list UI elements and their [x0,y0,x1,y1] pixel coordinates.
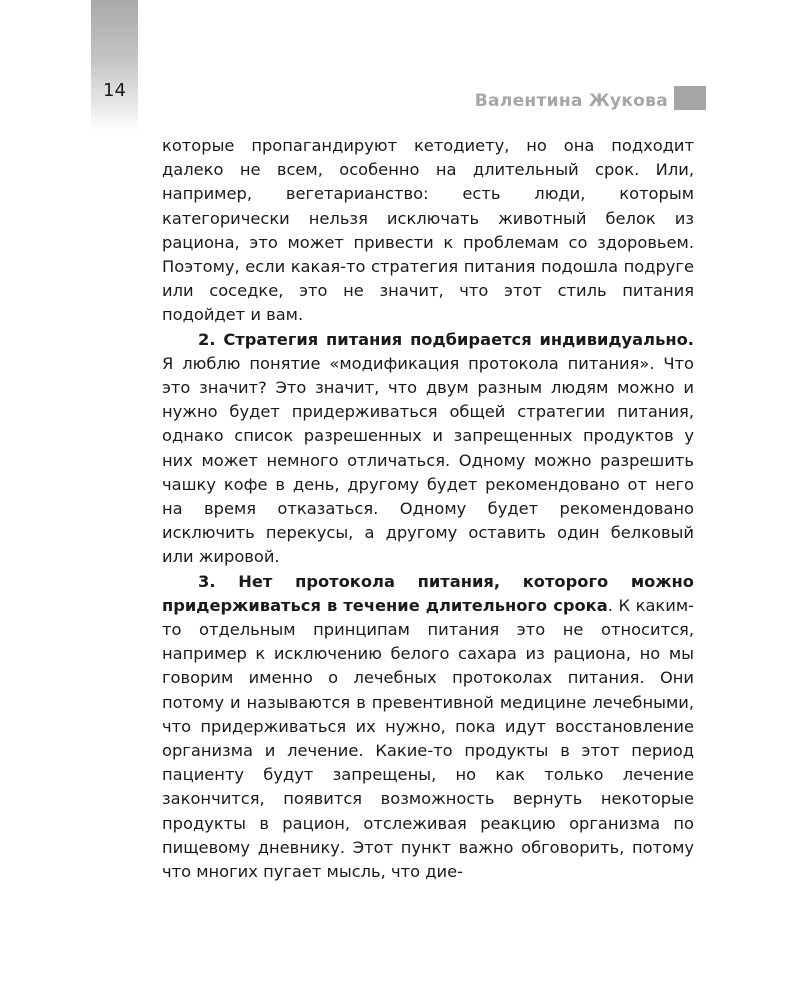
running-head-square [674,86,706,110]
page-number-tab [91,0,138,132]
paragraph-3-heading: 3. Нет протокола питания, которого можно придерживаться в течение длительного срока [162,571,694,615]
paragraph-2-heading: 2. Стратегия питания подбирается индивидуально. [198,329,694,349]
body-text [162,134,694,884]
paragraph-1: которые пропагандируют кетодиету, но она подходит далеко не всем, особенно на длительный срок. Или, например, вегетарианство: есть люди, которым категорически нельзя исключать животный белок из рациона, это может привести к проблемам со здоровьем. Поэтому, если какая-то стратегия питания подошла подруге или соседке, это не значит, что этот стиль питания подойдет и вам. [162,136,694,325]
paragraph-3 [162,570,694,885]
paragraph-2-text: Я люблю понятие «модификация протокола питания». Что это значит? Это значит, что двум разным людям можно и нужно будет придерживаться общей стратегии питания, однако список разрешенных и запрещенных продуктов у них может немного отличаться. Одному можно разрешить чашку кофе в день, другому будет рекомендовано от него на время отказаться. Одному будет рекомендовано исключить перекусы, а другому оставить один белковый или жировой. [162,353,694,567]
paragraph-3-text: . К каким-то отдельным принципам питания это не относится, например к исключению белого сахара из рациона, но мы говорим именно о лечебных протоколах питания. Они потому и называются в превентивной медицине лечебными, что придерживаться их нужно, пока идут восстановление организма и лечение. Какие-то продукты в этот период пациенту будут запрещены, но как только лечение закончится, появится возможность вернуть некоторые продукты в рацион, отслеживая реакцию организма по пищевому дневнику. Этот пункт важно обговорить, потому что многих пугает мысль, что дие- [162,595,694,882]
page-number: 14 [103,80,126,101]
paragraph-2 [162,328,694,570]
running-head-author: Валентина Жукова [474,91,668,111]
